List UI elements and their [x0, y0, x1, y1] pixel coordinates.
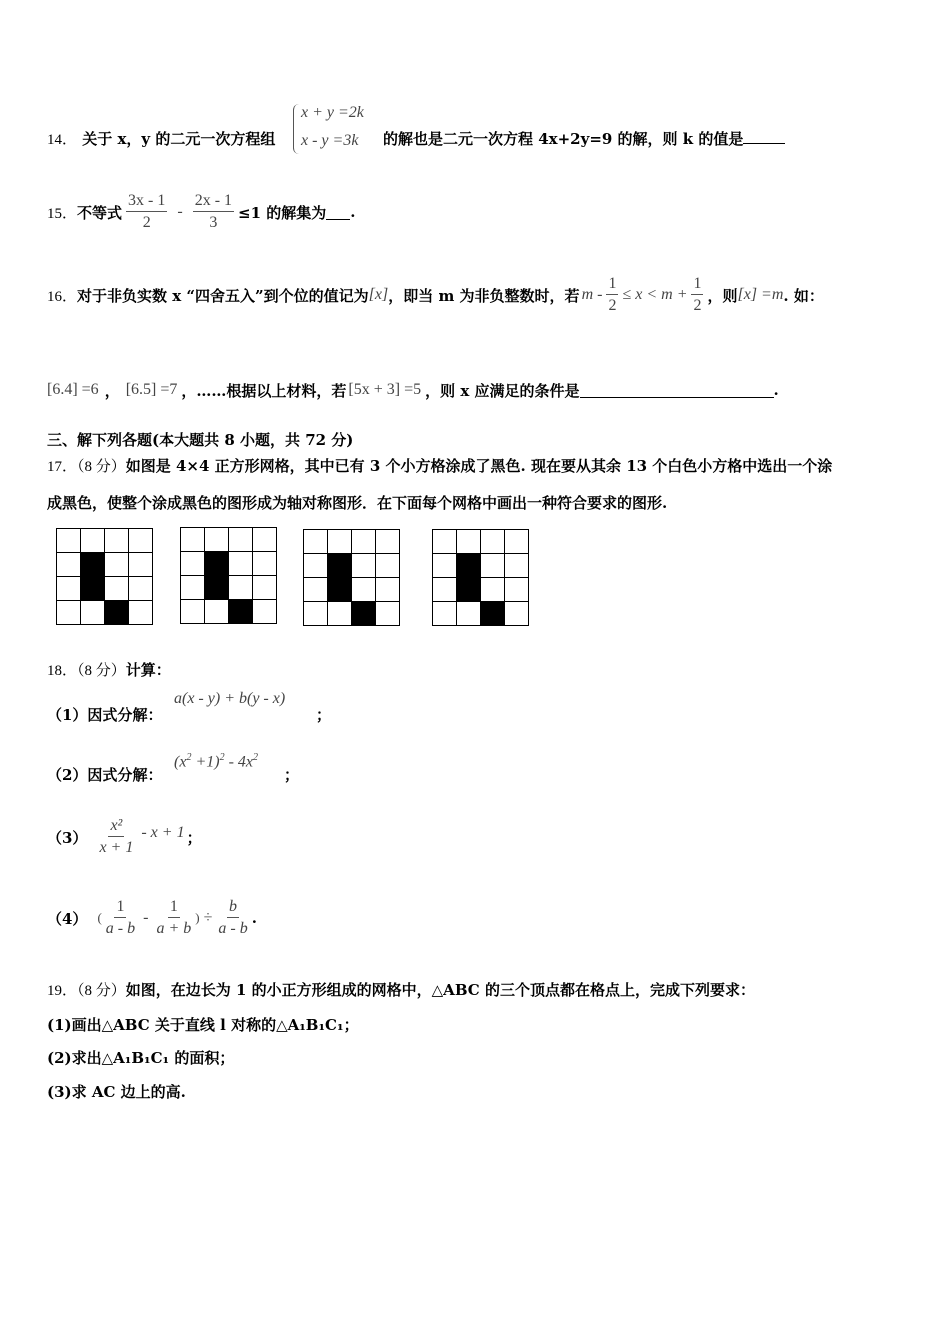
q14-line	[47, 128, 275, 149]
q18-title: 计算：	[125, 661, 171, 679]
q18-part-2-expr	[174, 752, 258, 771]
q17-grid-1[interactable]	[56, 528, 153, 625]
grid-cell-white[interactable]	[253, 552, 277, 576]
q17-line-1	[47, 455, 832, 476]
grid-cell-white[interactable]	[129, 553, 153, 577]
q18-line	[47, 659, 171, 680]
q16-end: .	[773, 381, 779, 399]
grid-cell-white[interactable]	[57, 553, 81, 577]
grid-cell-white[interactable]	[181, 576, 205, 600]
q17-text-2: 成黑色，使整个涂成黑色的图形成为轴对称图形．在下面每个网格中画出一种符合要求的图形.	[47, 494, 668, 512]
q16-example-3: [5x + 3] =5	[348, 381, 422, 398]
q15-f1-numerator: 3x - 1	[126, 191, 167, 212]
q18-p4-lparen: (	[97, 910, 102, 925]
grid-cell-black[interactable]	[81, 553, 105, 577]
q17-grid-2[interactable]	[180, 527, 277, 624]
q17-text-1: 如图是 4×4 正方形网格，其中已有 3 个小方格涂成了黑色. 现在要从其余 13 个白色小方格中选出一个涂	[125, 457, 833, 475]
q18-p2-sup2: 2	[219, 752, 225, 763]
q16-half-2-numerator: 1	[691, 274, 703, 295]
q18-p4-f3-num: b	[227, 897, 239, 918]
q16-text-6: ，则 x 应满足的条件是	[425, 381, 580, 400]
q18-p4-fraction-3	[216, 897, 249, 940]
grid-cell-white[interactable]	[129, 529, 153, 553]
grid-cell-white[interactable]	[376, 530, 400, 554]
q18-p4-fraction-2	[154, 897, 193, 940]
grid-cell-white[interactable]	[129, 577, 153, 601]
q16-text-1: 对于非负实数 x “四舍五入”到个位的值记为	[77, 286, 369, 305]
q18-p2-c: - 4x	[224, 753, 253, 771]
grid-row	[57, 601, 153, 625]
grid-cell-white[interactable]	[253, 600, 277, 624]
q19-number: 19．（8 分）	[47, 983, 126, 999]
q18-p4-fraction-1	[104, 897, 137, 940]
grid-cell-white[interactable]	[505, 578, 529, 602]
q15-f1-denominator: 2	[142, 213, 151, 231]
q16-example-2: [6.5] =7	[125, 381, 178, 398]
q18-part-1-end: ；	[316, 706, 332, 724]
q18-part-1-label: （1）因式分解：	[47, 706, 163, 724]
grid-cell-white[interactable]	[105, 529, 129, 553]
q18-p4-f2-den: a + b	[156, 919, 192, 937]
grid-row	[181, 600, 277, 624]
q19-part-2: (2)求出△A₁B₁C₁ 的面积；	[47, 1049, 235, 1067]
q16-bracket-x: [x]	[368, 286, 389, 303]
q15-line	[47, 190, 355, 234]
grid-cell-white[interactable]	[181, 528, 205, 552]
q18-p4-f1-num: 1	[114, 897, 126, 918]
q16-middle: ≤ x < m +	[622, 286, 688, 303]
grid-cell-white[interactable]	[433, 578, 457, 602]
q16-line-1	[47, 272, 824, 318]
grid-cell-white[interactable]	[253, 576, 277, 600]
q18-part-3	[47, 812, 202, 862]
grid-row	[304, 578, 400, 602]
grid-cell-black[interactable]	[105, 601, 129, 625]
grid-cell-white[interactable]	[229, 552, 253, 576]
grid-cell-white[interactable]	[433, 530, 457, 554]
q16-text-3: ，则	[707, 286, 738, 305]
grid-cell-black[interactable]	[229, 600, 253, 624]
q14-number: 14．	[47, 132, 78, 148]
grid-row	[57, 577, 153, 601]
q15-fraction-1	[126, 191, 167, 234]
q18-p3-numerator: x²	[108, 816, 124, 837]
grid-cell-black[interactable]	[481, 602, 505, 626]
q17-number: 17．（8 分）	[47, 459, 126, 475]
grid-cell-white[interactable]	[505, 530, 529, 554]
grid-cell-white[interactable]	[433, 602, 457, 626]
q17-grid-4[interactable]	[432, 529, 529, 626]
q15-f2-numerator: 2x - 1	[193, 191, 234, 212]
grid-cell-white[interactable]	[57, 601, 81, 625]
q14-prefix: 关于 x，y 的二元一次方程组	[82, 130, 276, 148]
grid-cell-white[interactable]	[457, 602, 481, 626]
q18-p2-a: (x	[174, 753, 187, 771]
q18-p4-f3-den: a - b	[218, 919, 248, 937]
grid-cell-black[interactable]	[352, 602, 376, 626]
q16-number: 16．	[47, 288, 78, 305]
grid-cell-white[interactable]	[105, 577, 129, 601]
grid-row	[433, 602, 529, 626]
grid-cell-white[interactable]	[57, 577, 81, 601]
grid-cell-white[interactable]	[229, 576, 253, 600]
grid-cell-white[interactable]	[304, 530, 328, 554]
grid-row	[433, 578, 529, 602]
q18-part-2-end: ；	[284, 766, 300, 784]
q18-part-4	[47, 893, 257, 943]
q14-brace	[293, 104, 300, 154]
q14-suffix-line	[383, 128, 785, 149]
q15-answer-blank[interactable]	[326, 205, 350, 220]
q18-p4-minus: -	[143, 909, 149, 926]
q16-text-5: ，……根据以上材料，若	[181, 381, 347, 400]
grid-cell-white[interactable]	[57, 529, 81, 553]
q16-sep: ，	[104, 381, 120, 400]
q15-f2-denominator: 3	[209, 213, 218, 231]
q18-p2-sup3: 2	[253, 752, 258, 763]
grid-row	[57, 529, 153, 553]
grid-row	[181, 528, 277, 552]
grid-cell-white[interactable]	[105, 553, 129, 577]
grid-cell-white[interactable]	[352, 554, 376, 578]
q18-p4-f1-den: a - b	[105, 919, 136, 937]
q18-p3-fraction	[97, 816, 135, 859]
q16-half-2	[691, 274, 703, 317]
grid-cell-white[interactable]	[304, 554, 328, 578]
grid-cell-white[interactable]	[253, 528, 277, 552]
grid-row	[433, 530, 529, 554]
q18-p4-rparen: )	[195, 910, 200, 925]
grid-cell-white[interactable]	[505, 554, 529, 578]
q19-part-3: (3)求 AC 边上的高.	[47, 1083, 186, 1101]
q16-half-1	[606, 274, 618, 317]
grid-cell-black[interactable]	[328, 578, 352, 602]
q19-text: 如图，在边长为 1 的小正方形组成的网格中，△ABC 的三个顶点都在格点上，完成下列要求：	[125, 981, 755, 999]
q16-half-1-denominator: 2	[608, 296, 617, 314]
q18-p2-b: +1)	[191, 753, 220, 771]
q18-part-2-label: （2）因式分解：	[47, 766, 163, 784]
q15-minus: -	[177, 203, 183, 220]
q16-answer-blank[interactable]	[580, 383, 774, 398]
q18-p3-end: ；	[186, 828, 202, 847]
q14-answer-blank[interactable]	[743, 129, 785, 144]
grid-cell-white[interactable]	[205, 528, 229, 552]
q16-text-2: ，即当 m 为非负整数时，若	[388, 286, 580, 305]
q15-fraction-2	[193, 191, 234, 234]
grid-cell-white[interactable]	[481, 578, 505, 602]
grid-cell-white[interactable]	[304, 578, 328, 602]
q18-number: 18．（8 分）	[47, 663, 126, 679]
q18-p3-denominator: x + 1	[99, 838, 134, 856]
grid-row	[181, 576, 277, 600]
grid-cell-white[interactable]	[181, 600, 205, 624]
grid-cell-white[interactable]	[81, 601, 105, 625]
grid-cell-white[interactable]	[81, 529, 105, 553]
q15-number: 15．	[47, 205, 78, 222]
grid-cell-white[interactable]	[352, 530, 376, 554]
q15-suffix: ≤1 的解集为	[238, 203, 327, 222]
grid-cell-white[interactable]	[376, 602, 400, 626]
q16-m-minus: m -	[581, 286, 603, 303]
grid-cell-white[interactable]	[328, 530, 352, 554]
grid-row	[433, 554, 529, 578]
grid-row	[181, 552, 277, 576]
grid-cell-white[interactable]	[181, 552, 205, 576]
q18-p4-end: .	[251, 909, 257, 927]
q18-p3-rest: - x + 1	[141, 824, 185, 841]
q14-eq1: x + y =2k	[301, 104, 364, 121]
q14-eq2: x - y =3k	[301, 132, 359, 149]
grid-cell-black[interactable]	[457, 554, 481, 578]
q18-part-1-expr: a(x - y) + b(y - x)	[174, 690, 286, 707]
grid-row	[304, 602, 400, 626]
grid-cell-black[interactable]	[205, 576, 229, 600]
grid-cell-white[interactable]	[457, 530, 481, 554]
grid-cell-white[interactable]	[205, 600, 229, 624]
grid-cell-white[interactable]	[129, 601, 153, 625]
grid-cell-black[interactable]	[328, 554, 352, 578]
grid-cell-white[interactable]	[433, 554, 457, 578]
q14-suffix: 的解也是二元一次方程 4x+2y=9 的解，则 k 的值是	[383, 130, 744, 148]
grid-row	[304, 530, 400, 554]
grid-cell-black[interactable]	[457, 578, 481, 602]
q16-text-4: . 如：	[783, 286, 824, 305]
q19-line-1	[47, 979, 755, 1000]
q18-p2-sup1: 2	[186, 752, 192, 763]
grid-cell-white[interactable]	[229, 528, 253, 552]
q16-example-1: [6.4] =6	[47, 381, 99, 398]
grid-row	[57, 553, 153, 577]
q16-half-2-denominator: 2	[693, 296, 702, 314]
grid-cell-black[interactable]	[81, 577, 105, 601]
grid-cell-black[interactable]	[205, 552, 229, 576]
grid-cell-white[interactable]	[376, 578, 400, 602]
q16-line-2	[47, 370, 779, 410]
grid-cell-white[interactable]	[481, 530, 505, 554]
q19-part-1: (1)画出△ABC 关于直线 l 对称的△A₁B₁C₁；	[47, 1016, 359, 1034]
q18-part-4-label: （4）	[47, 909, 88, 928]
q16-half-1-numerator: 1	[606, 274, 618, 295]
q15-prefix: 不等式	[77, 203, 123, 222]
section-3-heading: 三、解下列各题(本大题共 8 小题，共 72 分)	[47, 431, 354, 449]
grid-cell-white[interactable]	[505, 602, 529, 626]
grid-row	[304, 554, 400, 578]
grid-cell-white[interactable]	[328, 602, 352, 626]
q16-eq-m: [x] =m	[737, 286, 784, 303]
grid-cell-white[interactable]	[481, 554, 505, 578]
q17-grid-3[interactable]	[303, 529, 400, 626]
q18-part-3-label: （3）	[47, 828, 88, 847]
grid-cell-white[interactable]	[376, 554, 400, 578]
grid-cell-white[interactable]	[352, 578, 376, 602]
q15-end: .	[350, 203, 356, 221]
grid-cell-white[interactable]	[304, 602, 328, 626]
q18-p4-div: ÷	[203, 909, 213, 926]
q18-p4-f2-num: 1	[168, 897, 180, 918]
